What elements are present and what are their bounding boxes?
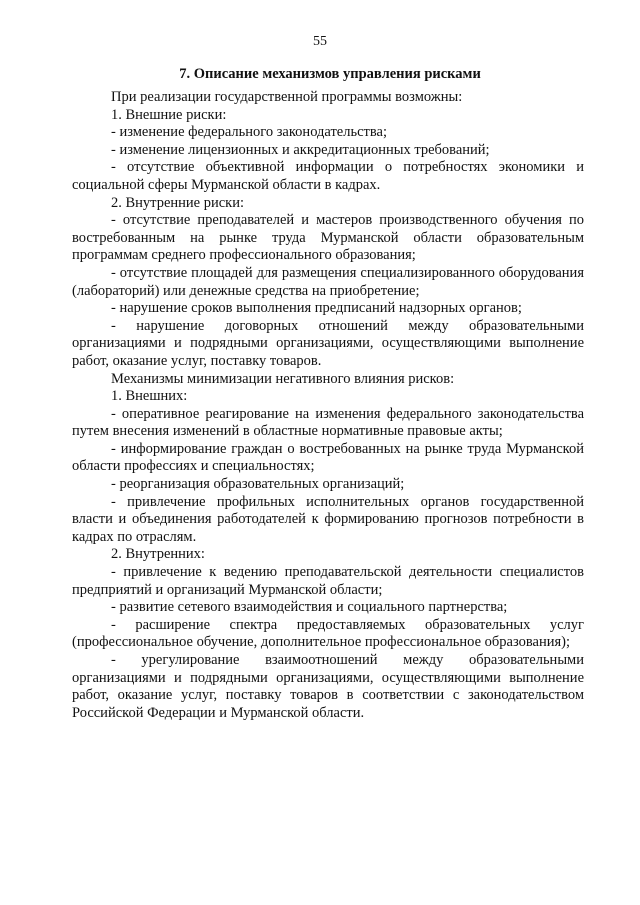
paragraph: - урегулирование взаимоотношений между образовательными организациями и подрядными организациями, осуществляющими выполнение работ, оказание услуг, поставку товаров в соответствии с законодательством Российской Федерации и Мурманской области.: [72, 652, 584, 721]
paragraph: - отсутствие объективной информации о потребностях экономики и социальной сферы Мурманской области в кадрах.: [72, 159, 584, 193]
body-text: [72, 89, 584, 722]
paragraph: Механизмы минимизации негативного влияния рисков:: [111, 370, 455, 387]
section-title: 7. Описание механизмов управления рисками: [179, 66, 481, 82]
paragraph: - нарушение договорных отношений между образовательными организациями и подрядными организациями, осуществляющими выполнение работ, оказание услуг, поставку товаров.: [72, 317, 584, 369]
paragraph: - изменение лицензионных и аккредитационных требований;: [111, 141, 490, 158]
paragraph: 2. Внутренние риски:: [111, 194, 244, 211]
paragraph: - привлечение профильных исполнительных органов государственной власти и объединения работодателей к формированию прогнозов потребности в кадрах по отраслям.: [72, 493, 584, 545]
paragraph: 1. Внешних:: [111, 388, 188, 405]
paragraph: - реорганизация образовательных организаций;: [111, 476, 405, 493]
paragraph: 1. Внешние риски:: [111, 106, 227, 123]
paragraph: 2. Внутренних:: [111, 546, 205, 563]
page-number: 55: [313, 34, 327, 49]
paragraph: - привлечение к ведению преподавательской деятельности специалистов предприятий и организаций Мурманской области;: [72, 564, 584, 598]
paragraph: - информирование граждан о востребованных на рынке труда Мурманской области профессиях и специальностях;: [72, 440, 584, 475]
paragraph: - развитие сетевого взаимодействия и социального партнерства;: [111, 599, 508, 616]
paragraph: - оперативное реагирование на изменения федерального законодательства путем внесения изменений в областные нормативные правовые акты;: [72, 405, 584, 440]
paragraph: При реализации государственной программы возможны:: [111, 89, 463, 105]
paragraph: - отсутствие площадей для размещения специализированного оборудования (лабораторий) или денежные средства на приобретение;: [72, 264, 584, 299]
paragraph: - нарушение сроков выполнения предписаний надзорных органов;: [111, 300, 522, 317]
paragraph: - изменение федерального законодательства;: [111, 124, 387, 141]
paragraph: - расширение спектра предоставляемых образовательных услуг (профессиональное обучение, дополнительное профессиональное образования);: [72, 616, 584, 651]
paragraph: - отсутствие преподавателей и мастеров производственного обучения по востребованным на рынке труда Мурманской области образовательным программам среднего профессионального образования;: [72, 212, 584, 264]
